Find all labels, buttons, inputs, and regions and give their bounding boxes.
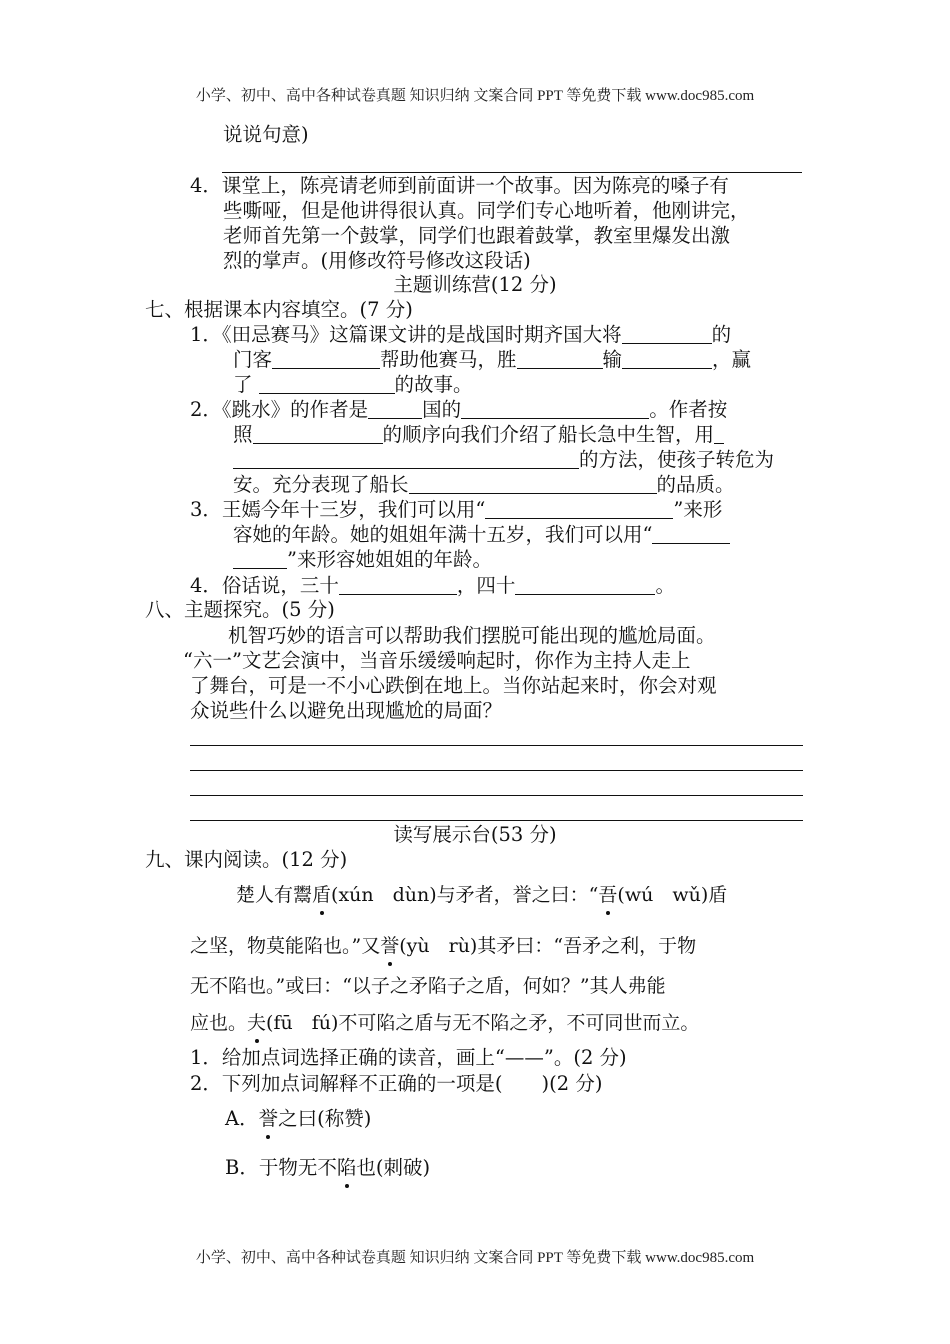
text: 的 [711, 323, 732, 346]
text: 门客 [233, 348, 273, 371]
passage-line-4 [190, 1008, 699, 1035]
s7-item-2-line-3 [233, 447, 774, 472]
page-footer: 小学、初中、高中各种试卷真题 知识归纳 文案合同 PPT 等免费下载 www.doc985.com [195, 1250, 755, 1266]
text: ，赢 [712, 348, 752, 371]
blank[interactable] [339, 574, 457, 595]
answer-line[interactable] [190, 795, 803, 796]
s7-item-2-line-2 [233, 422, 724, 447]
text: 之坚，物莫能陷也。”又 [190, 935, 381, 957]
dotted-char: 誉 [258, 1107, 279, 1130]
blank[interactable] [272, 348, 380, 369]
passage-line-2 [190, 931, 696, 958]
text: 应也。 [190, 1012, 248, 1034]
s7-item-1-line-3 [233, 372, 473, 397]
text: 。作者按 [649, 398, 728, 421]
s9-question-2: 2．下列加点词解释不正确的一项是( )(2 分) [190, 1072, 603, 1095]
text: 输 [602, 348, 623, 371]
s7-item-2-line-4 [233, 472, 735, 497]
dotted-char: 夫 [247, 1008, 266, 1035]
q3-tail: 说说句意) [223, 123, 309, 146]
text: (fū fú)不可陷之盾与无不陷之矛，不可同世而立。 [266, 1012, 700, 1034]
blank[interactable] [622, 348, 712, 369]
s8-prompt-line-2: “六一”文艺会演中，当音乐缓缓响起时，你作为主持人走上 [183, 649, 691, 672]
text: 之曰(称赞) [278, 1107, 372, 1130]
passage-line-1 [236, 880, 727, 907]
q4-line-3: 老师首先第一个鼓掌，同学们也跟着鼓掌，教室里爆发出激 [223, 224, 731, 247]
section-heading-theme: 主题训练营(12 分) [393, 273, 557, 296]
text: 的品质。 [656, 473, 735, 496]
text: 安。充分表现了船长 [233, 473, 409, 496]
text: 了 [233, 373, 253, 396]
blank[interactable] [485, 498, 673, 519]
text: 3．王嫣今年十三岁，我们可以用“ [190, 498, 486, 521]
answer-line[interactable] [190, 770, 803, 771]
text: ”来形容她姐姐的年龄。 [287, 548, 492, 571]
text: 1．《田忌赛马》这篇课文讲的是战国时期齐国大将 [190, 323, 622, 346]
s9-question-1: 1．给加点词选择正确的读音，画上“——”。(2 分) [190, 1046, 627, 1069]
text: 的方法，使孩子转危为 [579, 448, 775, 471]
s8-prompt-line-3: 了舞台，可是一不小心跌倒在地上。当你站起来时，你会对观 [190, 674, 717, 697]
passage-line-3: 无不陷也。”或曰：“以子之矛陷子之盾，何如？”其人弗能 [190, 975, 666, 997]
blank[interactable] [233, 448, 579, 469]
blank[interactable] [259, 373, 395, 394]
blank[interactable] [409, 473, 657, 494]
section-heading-read: 读写展示台(53 分) [393, 823, 557, 846]
s7-item-3-line-1 [190, 497, 722, 522]
blank[interactable] [714, 423, 724, 444]
dotted-char: 誉 [380, 931, 399, 958]
text: 也(刺破) [356, 1156, 431, 1179]
blank[interactable] [652, 523, 730, 544]
text: 的故事。 [394, 373, 473, 396]
dotted-char: 盾 [312, 880, 331, 907]
blank[interactable] [622, 323, 712, 344]
text: ”来形 [673, 498, 723, 521]
q4-line-2: 些嘶哑，但是他讲得很认真。同学们专心地听着，他刚讲完， [223, 199, 750, 222]
blank[interactable] [368, 398, 422, 419]
s8-prompt-line-1: 机智巧妙的语言可以帮助我们摆脱可能出现的尴尬局面。 [228, 624, 716, 647]
text: 2．《跳水》的作者是 [190, 398, 369, 421]
answer-line[interactable] [190, 820, 803, 821]
section-8-title: 八、主题探究。(5 分) [145, 598, 335, 621]
option-label: A． [225, 1107, 259, 1130]
s7-item-3-line-3 [233, 547, 492, 572]
s7-item-1-line-1 [190, 322, 731, 347]
s7-item-3-line-2 [233, 522, 730, 547]
q4-line-4: 烈的掌声。(用修改符号修改这段话) [223, 249, 531, 272]
text: (xún dùn)与矛者，誉之曰：“ [331, 884, 599, 906]
option-b[interactable] [225, 1155, 430, 1180]
blank[interactable] [461, 398, 649, 419]
text: 楚人有鬻 [236, 884, 313, 906]
text: 4．俗话说，三十 [190, 574, 339, 597]
section-7-title: 七、根据课本内容填空。(7 分) [145, 298, 413, 321]
s7-item-1-line-2 [233, 347, 751, 372]
section-9-title: 九、课内阅读。(12 分) [145, 848, 348, 871]
text: (yù rù)其矛曰：“吾矛之利，于物 [399, 935, 697, 957]
blank[interactable] [515, 574, 655, 595]
answer-line[interactable] [190, 745, 803, 746]
page-header: 小学、初中、高中各种试卷真题 知识归纳 文案合同 PPT 等免费下载 www.doc985.com [195, 88, 755, 104]
q4-line-1: 4．课堂上，陈亮请老师到前面讲一个故事。因为陈亮的嗓子有 [190, 174, 729, 197]
text: (wú wǔ)盾 [617, 884, 728, 906]
option-label: B．于物无不 [225, 1156, 337, 1179]
s7-item-2-line-1 [190, 397, 727, 422]
blank[interactable] [233, 548, 287, 569]
text: 容她的年龄。她的姐姐年满十五岁，我们可以用“ [233, 523, 653, 546]
blank[interactable] [253, 423, 383, 444]
text: 照 [233, 423, 253, 446]
s7-item-4 [190, 573, 675, 598]
text: 的顺序向我们介绍了船长急中生智，用 [382, 423, 715, 446]
blank[interactable] [517, 348, 603, 369]
dotted-char: 陷 [336, 1156, 357, 1179]
option-a[interactable] [225, 1106, 371, 1131]
text: 国的 [422, 398, 462, 421]
text: 帮助他赛马，胜 [380, 348, 517, 371]
text: ，四十 [456, 574, 516, 597]
s8-prompt-line-4: 众说些什么以避免出现尴尬的局面？ [190, 699, 503, 722]
dotted-char: 吾 [598, 880, 617, 907]
text: 。 [655, 574, 675, 597]
